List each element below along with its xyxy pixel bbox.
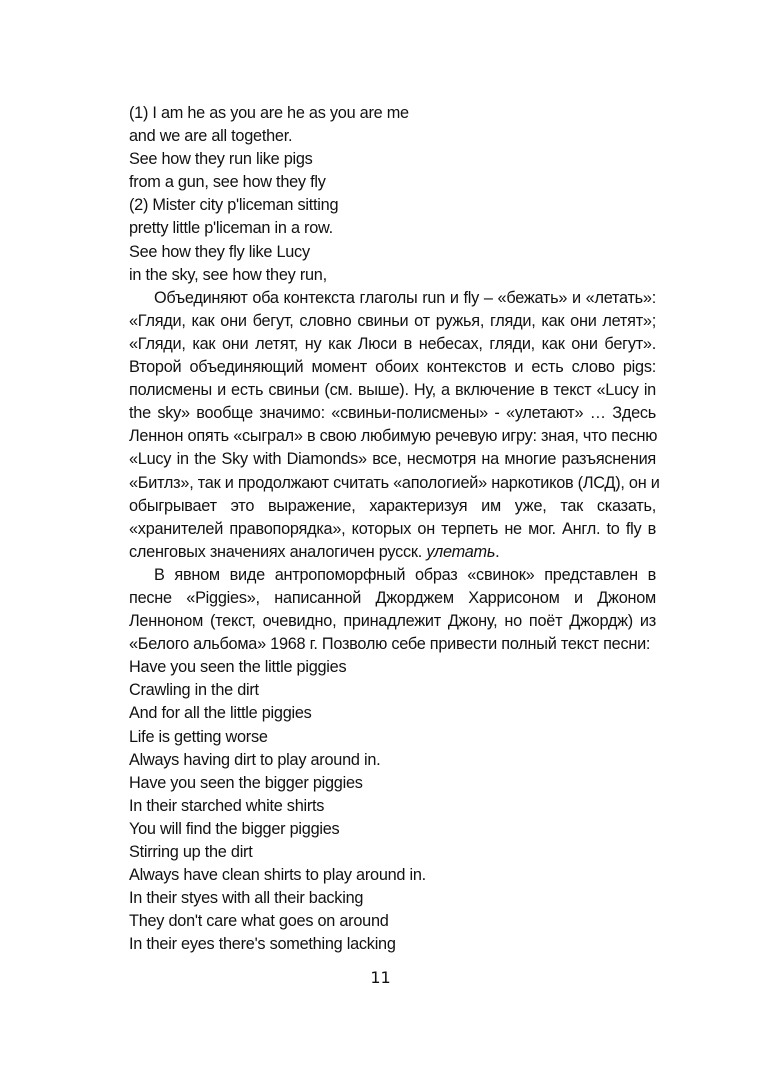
verse-line: in the sky, see how they run, (129, 265, 327, 284)
paragraph-line: Ленноном (текст, очевидно, принадлежит Джону, но поёт Джордж) из (129, 612, 656, 631)
verse-line: In their styes with all their backing (129, 889, 364, 908)
verse-line: Have you seen the bigger piggies (129, 773, 363, 792)
paragraph-line: обыгрывает это выражение, характеризуя им уже, так сказать, (129, 496, 656, 515)
verse-line: Stirring up the dirt (129, 843, 253, 861)
verse-line: In their starched white shirts (129, 796, 325, 815)
verse-line: See how they fly like Lucy (129, 242, 310, 261)
paragraph-line: полисмены и есть свиньи (см. выше). Ну, а включение в текст «Lucy in (129, 381, 656, 400)
paragraph-line: the sky» вообще значимо: «свиньи-полисмены» - «улетают» … Здесь (129, 404, 656, 423)
page-body (104, 102, 660, 956)
verse-line: They don't care what goes on around (129, 912, 389, 931)
paragraph-2 (104, 564, 656, 656)
paragraph-text: . (495, 542, 500, 561)
paragraph-line: «Гляди, как они летят, ну как Люси в небесах, гляди, как они бегут». (129, 334, 656, 353)
verse-line: from a gun, see how they fly (129, 173, 326, 192)
verse-line: pretty little p'liceman in a row. (129, 219, 333, 238)
verse-line: (1) I am he as you are he as you are me (129, 104, 409, 122)
verse-line: Have you seen the little piggies (129, 658, 347, 677)
verse-line: And for all the little piggies (129, 704, 312, 723)
paragraph-line: «Lucy in the Sky with Diamonds» все, несмотря на многие разъяснения (129, 450, 656, 469)
lyrics-verse-1 (104, 102, 656, 287)
verse-line: and we are all together. (129, 127, 293, 146)
paragraph-line: Второй объединяющий момент обоих контекстов и есть слово pigs: (129, 358, 656, 377)
verse-line: You will find the bigger piggies (129, 819, 340, 838)
paragraph-line: «Гляди, как они бегут, словно свиньи от ружья, гляди, как они летят»; (129, 311, 656, 330)
verse-line: Always have clean shirts to play around in. (129, 866, 426, 885)
paragraph-line: «хранителей правопорядка», которых он терпеть не мог. Англ. to fly в (129, 519, 656, 538)
paragraph-line: Леннон опять «сыграл» в свою любимую речевую игру: зная, что песню (129, 427, 658, 446)
verse-line: (2) Mister city p'liceman sitting (129, 196, 339, 215)
page-number: 11 (370, 968, 391, 987)
paragraph-line: песне «Piggies», написанной Джорджем Харрисоном и Джоном (129, 588, 656, 607)
verse-line: In their eyes there's something lacking (129, 935, 396, 954)
verse-line: Always having dirt to play around in. (129, 750, 381, 769)
verse-line: See how they run like pigs (129, 150, 313, 169)
paragraph-text: сленговых значениях аналогичен русск. (129, 542, 427, 561)
paragraph-line-last (104, 541, 656, 564)
paragraph-line: «Белого альбома» 1968 г. Позволю себе привести полный текст песни: (129, 635, 651, 654)
paragraph-1 (104, 287, 660, 564)
italic-word: улетать (426, 542, 496, 561)
paragraph-line: Объединяют оба контекста глаголы run и fly – «бежать» и «летать»: (154, 288, 656, 307)
verse-line: Crawling in the dirt (129, 681, 259, 700)
paragraph-line: «Битлз», так и продолжают считать «апологией» наркотиков (ЛСД), он и (129, 473, 660, 492)
paragraph-line: В явном виде антропоморфный образ «свинок» представлен в (154, 565, 656, 584)
lyrics-verse-2 (104, 656, 656, 956)
verse-line: Life is getting worse (129, 727, 268, 746)
